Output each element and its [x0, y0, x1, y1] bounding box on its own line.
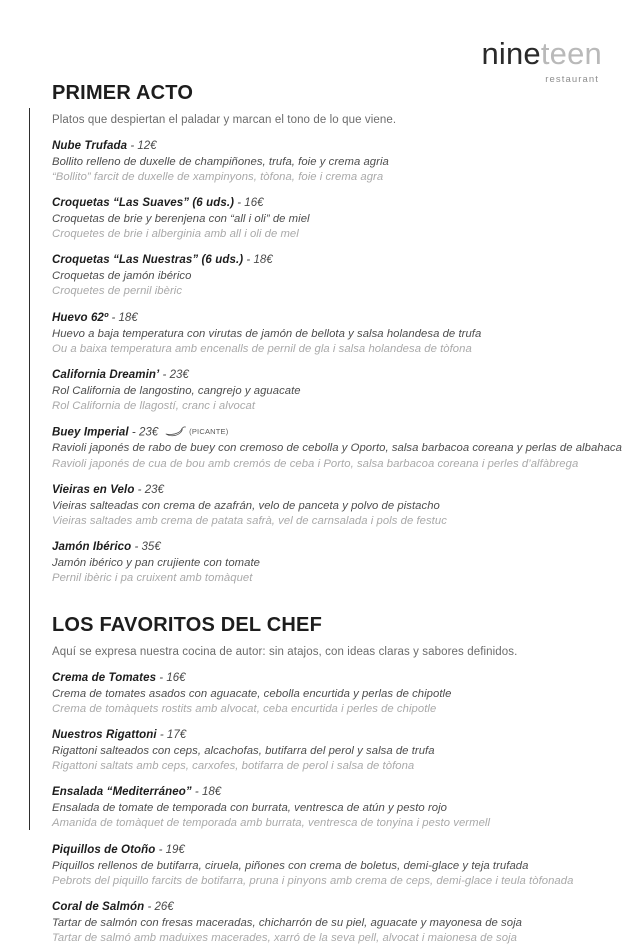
menu-item-name: Nube Trufada: [52, 140, 128, 152]
menu-item-separator: -: [111, 311, 116, 324]
menu-item: [52, 368, 614, 414]
brand-subtitle: restaurant: [545, 74, 599, 85]
menu-item-description-es: Vieiras salteadas con crema de azafrán, velo de panceta y polvo de pistacho: [52, 499, 440, 512]
menu-item-header: [52, 540, 614, 555]
menu-item-description-es: Jamón ibérico y pan crujiente con tomate: [52, 556, 260, 569]
menu-item: [52, 728, 614, 774]
menu-item-description-ca: Crema de tomàquets rostits amb alvocat, ceba encurtida i perles de chipotle: [52, 703, 437, 716]
menu-item-separator: -: [131, 426, 136, 439]
menu-item-description-es: Ensalada de tomate de temporada con burrata, ventresca de atún y pesto rojo: [52, 802, 447, 815]
menu-item: [52, 843, 614, 889]
menu-item-description-ca: Rigattoni saltats amb ceps, carxofes, botifarra de perol i salsa de tòfona: [52, 760, 415, 773]
menu-item-description-ca: Ou a baixa temperatura amb encenalls de pernil de gla i salsa holandesa de tòfona: [52, 342, 472, 355]
menu-item-name: Jamón Ibérico: [52, 540, 132, 553]
menu-item-name: Piquillos de Otoño: [52, 843, 156, 856]
left-vertical-rule: [29, 108, 30, 830]
menu-item: [52, 900, 614, 946]
menu-item-header: [52, 139, 614, 154]
menu-item: [52, 311, 614, 357]
menu-item-description-ca: Tartar de salmó amb maduixes macerades, xarró de la seva pell, alvocat i maionesa de soja: [52, 931, 517, 944]
menu-section: [52, 614, 614, 946]
menu-item-price: 35€: [141, 540, 161, 553]
menu-item-header: [52, 311, 614, 326]
menu-section: [52, 82, 622, 586]
menu-item-price: 23€: [169, 368, 189, 381]
menu-item-header: [52, 843, 614, 858]
menu-item-header: [52, 728, 614, 743]
menu-item: [52, 671, 614, 717]
menu-item-name: California Dreamin’: [52, 368, 160, 381]
menu-item-name: Croquetas “Las Suaves” (6 uds.): [52, 197, 235, 210]
menu-item-description-ca: Amanida de tomàquet de temporada amb burrata, ventresca de tonyina i pesto vermell: [52, 817, 491, 830]
section-title: LOS FAVORITOS DEL CHEF: [52, 614, 322, 636]
menu-item: [52, 253, 614, 299]
menu-item-name: Crema de Tomates: [52, 672, 157, 684]
menu-item-header: [52, 425, 614, 440]
menu-item-name: Nuestros Rigattoni: [52, 729, 157, 742]
menu-item-header: [52, 900, 614, 915]
menu-item-description-es: Croquetas de jamón ibérico: [52, 270, 192, 283]
section-title: PRIMER ACTO: [52, 82, 194, 104]
menu-item-price: 16€: [166, 672, 186, 684]
menu-item-price: 18€: [253, 254, 273, 267]
menu-item-separator: -: [130, 140, 135, 152]
menu-item-separator: -: [162, 368, 167, 381]
menu-item-price: 23€: [138, 426, 159, 439]
section-subtitle: Aquí se expresa nuestra cocina de autor: sin atajos, con ideas claras y sabores definidos.: [52, 646, 518, 658]
section-subtitle: Platos que despiertan el paladar y marcan el tono de lo que viene.: [52, 114, 397, 126]
menu-item-description-ca: Croquetes de pernil ibèric: [52, 285, 183, 298]
menu-item-header: [52, 785, 614, 800]
menu-item-name: Buey Imperial: [52, 426, 129, 439]
menu-item-description-ca: Pernil ibèric i pa cruixent amb tomàquet: [52, 571, 253, 584]
brand-name-dark: nine: [481, 36, 541, 71]
menu-item: [52, 139, 614, 185]
menu-item-price: 18€: [118, 311, 138, 324]
menu-item-price: 18€: [201, 786, 222, 799]
menu-item-description-es: Bollito relleno de duxelle de champiñones, trufa, foie y crema agria: [52, 155, 389, 168]
menu-item-price: 17€: [166, 729, 187, 742]
menu-content: [52, 82, 622, 946]
menu-item-price: 23€: [144, 483, 164, 496]
brand-name-light: teen: [540, 36, 602, 71]
brand-wordmark: [481, 38, 602, 69]
menu-item-name: Coral de Salmón: [52, 900, 145, 913]
menu-item-price: 16€: [244, 197, 264, 210]
menu-item-description-es: Piquillos rellenos de butifarra, ciruela, piñones con crema de boletus, demi-glace y teja trufada: [52, 859, 529, 872]
menu-item-separator: -: [158, 843, 163, 856]
menu-item-name: Vieiras en Velo: [52, 483, 135, 496]
menu-item-separator: -: [137, 483, 142, 496]
menu-item-description-es: Rigattoni salteados con ceps, alcachofas, butifarra del perol y salsa de trufa: [52, 745, 435, 758]
menu-item: [52, 540, 614, 586]
menu-item-price: 26€: [154, 900, 174, 913]
menu-item-separator: -: [134, 540, 139, 553]
menu-item-name: Huevo 62º: [52, 311, 109, 324]
menu-item-header: [52, 196, 614, 211]
menu-item: [52, 785, 614, 831]
menu-item-description-ca: Rol California de llagostí, cranc i alvocat: [52, 399, 256, 412]
menu-item-description-es: Tartar de salmón con fresas maceradas, chicharrón de su piel, aguacate y mayonesa de soja: [52, 916, 522, 929]
spicy-indicator: [165, 425, 228, 440]
menu-item-price: 19€: [165, 843, 185, 856]
menu-item: [52, 425, 622, 472]
menu-item-separator: -: [147, 900, 152, 913]
menu-item-separator: -: [237, 197, 242, 210]
chili-pepper-icon: [165, 426, 187, 437]
menu-item-separator: -: [159, 729, 164, 742]
menu-item-header: [52, 253, 614, 268]
menu-item-description-ca: Croquetes de brie i alberginia amb all i oli de mel: [52, 228, 299, 241]
menu-item: [52, 483, 614, 529]
menu-item-header: [52, 483, 614, 498]
menu-item-header: [52, 368, 614, 383]
menu-item-description-ca: Pebrots del piquillo farcits de botifarra, pruna i pinyons amb crema de ceps, demi-glace i teula tòfonada: [52, 874, 574, 887]
menu-item-description-es: Crema de tomates asados con aguacate, cebolla encurtida y perlas de chipotle: [52, 687, 452, 700]
menu-item-separator: -: [246, 254, 251, 267]
menu-item-description-ca: Ravioli japonés de cua de bou amb cremós de ceba i Porto, salsa barbacoa coreana i perles d’alfàbrega: [52, 457, 579, 470]
menu-item-description-es: Ravioli japonés de rabo de buey con cremoso de cebolla y Oporto, salsa barbacoa coreana y perlas de albahaca: [52, 442, 622, 455]
menu-item-description-es: Huevo a baja temperatura con virutas de jamón de bellota y salsa holandesa de trufa: [52, 327, 482, 340]
menu-item-separator: -: [194, 786, 199, 799]
menu-item-header: [52, 671, 614, 686]
menu-item-description-es: Croquetas de brie y berenjena con “all i oli” de miel: [52, 213, 310, 226]
menu-item-separator: -: [159, 672, 164, 684]
menu-item-name: Ensalada “Mediterráneo”: [52, 786, 192, 799]
menu-item-name: Croquetas “Las Nuestras” (6 uds.): [52, 254, 244, 267]
menu-item-price: 12€: [137, 140, 157, 152]
spicy-label: (PICANTE): [189, 427, 229, 437]
menu-item-description-es: Rol California de langostino, cangrejo y aguacate: [52, 384, 301, 397]
menu-item-description-ca: “Bollito” farcit de duxelle de xampinyons, tòfona, foie i crema agra: [52, 171, 384, 184]
restaurant-logo: [481, 38, 602, 85]
menu-item: [52, 196, 614, 242]
menu-item-description-ca: Vieiras saltades amb crema de patata safrà, vel de carnsalada i pols de festuc: [52, 514, 447, 527]
